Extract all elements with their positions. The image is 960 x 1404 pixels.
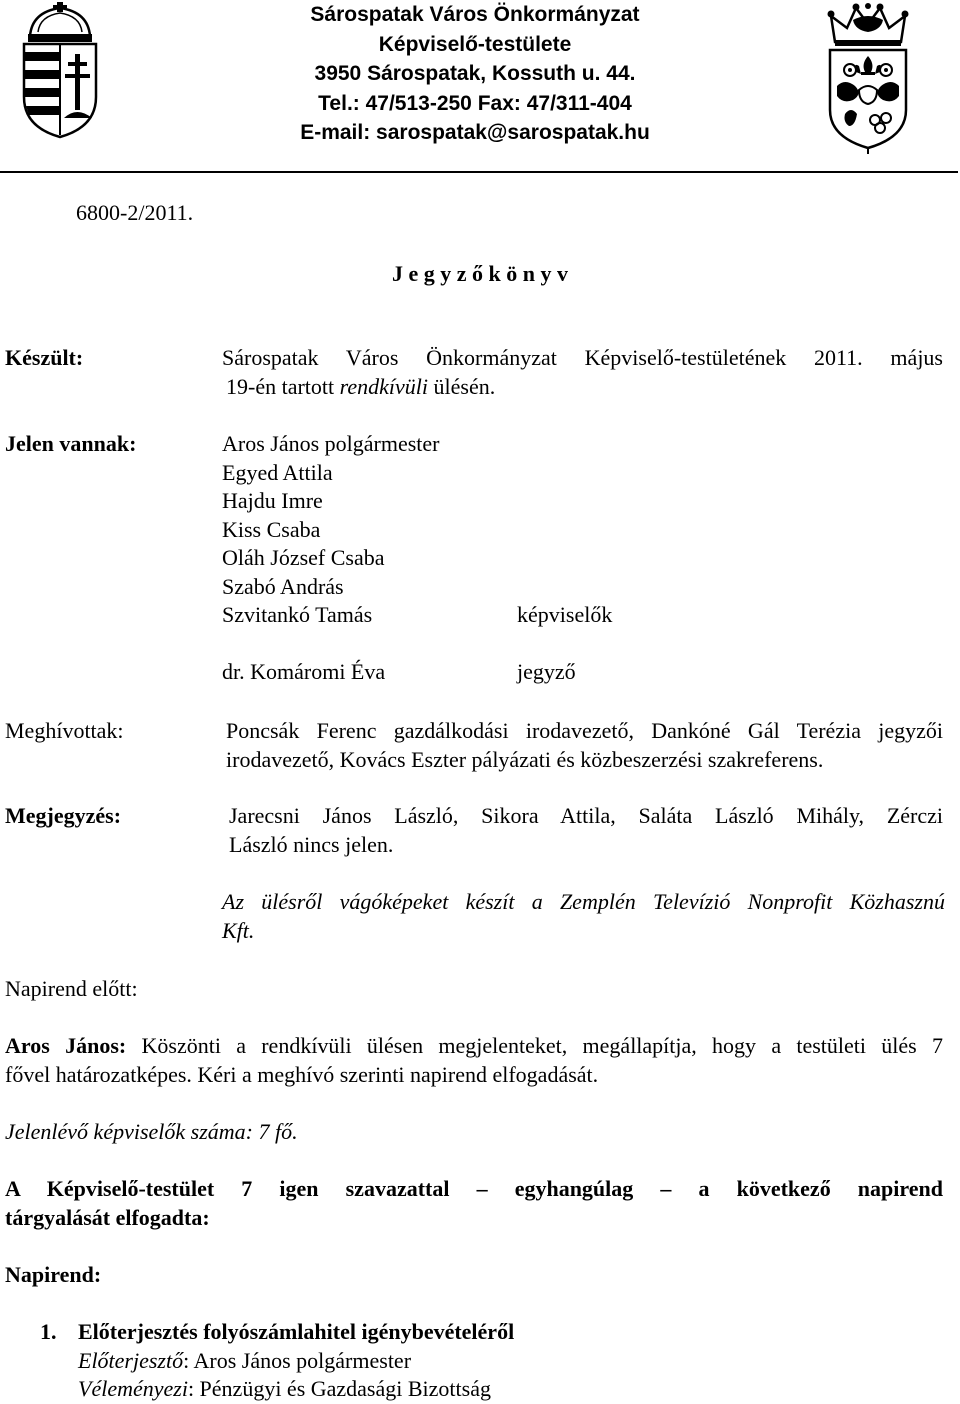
letterhead [180,0,770,148]
megjegyzes-note-line-2: Kft. [222,918,255,943]
agenda-item-opinion [78,1375,491,1404]
jelen-member: Hajdu Imre [222,488,323,513]
presenter-name: : Aros János polgármester [183,1348,412,1373]
letterhead-address: 3950 Sárospatak, Kossuth u. 44. [314,62,636,85]
meghivottak-line-1: Poncsák Ferenc gazdálkodási irodavezető, Dankóné Gál Terézia jegyzői [226,718,943,743]
sarospatak-coat-of-arms-logo [823,2,913,154]
opinion-label: Véleményezi [78,1376,188,1401]
napirend-elott-line-2: fővel határozatképes. Kéri a meghívó szerinti napirend elfogadását. [5,1062,599,1087]
keszult-line-1: Sárospatak Város Önkormányzat Képviselő-testületének 2011. május [222,345,943,370]
letterhead-email: E-mail: sarospatak@sarospatak.hu [300,121,650,144]
meghivottak-line-2: irodavezető, Kovács Eszter pályázati és közbeszerzési szakreferens. [226,747,824,772]
meghivottak-label [5,717,124,745]
jelen-member-list [222,430,440,630]
jelen-member: Szabó András [222,573,344,599]
keszult-session-type: rendkívüli [339,374,429,399]
jelen-member: Szvitankó Tamás [222,602,373,627]
hungarian-coat-of-arms-logo [20,2,100,139]
speaker-name: Aros János: [5,1033,127,1058]
jelen-label: Jelen vannak: [5,431,137,456]
keszult-line-2a: 19-én tartott [226,374,340,399]
megjegyzes-line-2: László nincs jelen. [229,832,394,857]
jelen-member: Egyed Attila [222,459,333,485]
agenda-item-presenter [78,1347,411,1376]
letterhead-line-2: Képviselő-testülete [378,32,572,56]
header-divider [0,171,958,173]
document-title: J e g y z ő k ö n y v [392,261,568,286]
jelen-notary: dr. Komáromi Éva [222,659,386,684]
jelen-member: Oláh József Csaba [222,545,385,570]
presenter-label: Előterjesztő [78,1348,184,1373]
decision-line-2: tárgyalását elfogadta: [5,1205,210,1230]
meghivottak-label-text: Meghívottak: [5,718,124,743]
napirend-label: Napirend: [5,1262,102,1287]
megjegyzes-note-line-1: Az ülésről vágóképeket készít a Zemplén Televízió Nonprofit Közhasznú [222,889,945,914]
jelen-members-role: képviselők [517,602,613,627]
decision-line-1: A Képviselő-testület 7 igen szavazattal – egyhangúlag – a következő napirend [5,1176,943,1201]
letterhead-line-1: Sárospatak Város Önkormányzat [310,3,640,26]
jelen-member: Kiss Csaba [222,516,321,542]
napirend-elott-label: Napirend előtt: [5,976,138,1001]
present-members-count: Jelenlévő képviselők száma: 7 fő. [5,1119,298,1144]
agenda-item-number: 1. [40,1319,57,1344]
speaker-text: Köszönti a rendkívüli ülésen megjelenteket, megállapítja, hogy a testületi ülés 7 [126,1033,943,1058]
jelen-notary-role: jegyző [517,659,576,684]
jelen-member: Aros János polgármester [222,431,440,456]
megjegyzes-label: Megjegyzés: [5,803,122,828]
letterhead-phone-fax: Tel.: 47/513-250 Fax: 47/311-404 [318,91,632,115]
keszult-label: Készült: [5,345,84,370]
agenda-item-title: Előterjesztés folyószámlahitel igénybevételéről [78,1319,515,1344]
document-number: 6800-2/2011. [76,200,194,225]
keszult-line-2c: ülésén. [428,374,496,399]
napirend-elott-line-1 [5,1032,943,1061]
keszult-line-2 [226,373,495,402]
megjegyzes-line-1: Jarecsni János László, Sikora Attila, Saláta László Mihály, Zérczi [229,803,943,828]
opinion-committee: : Pénzügyi és Gazdasági Bizottság [187,1376,491,1401]
